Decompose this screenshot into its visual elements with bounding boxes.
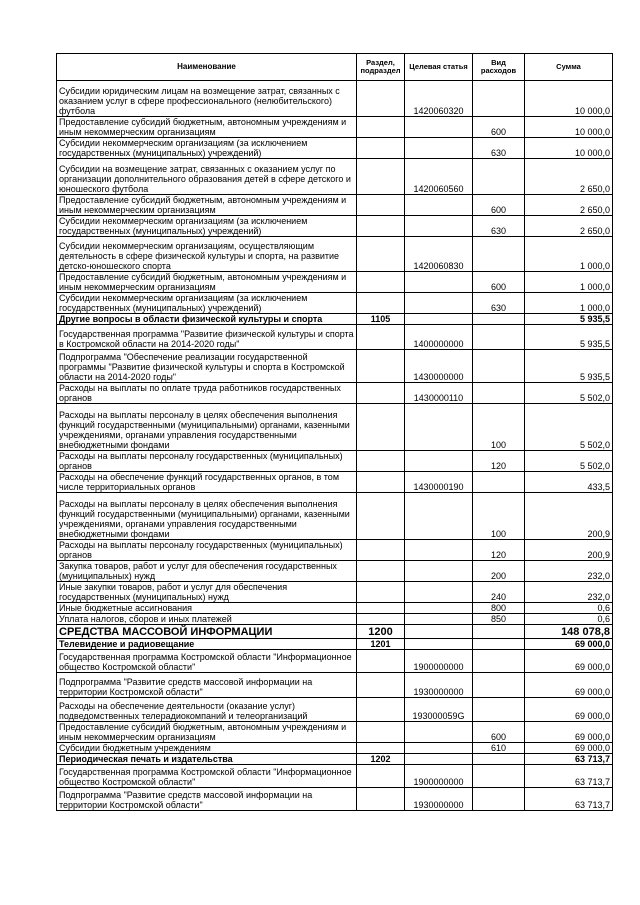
table-row xyxy=(57,350,613,383)
cell-sum: 5 502,0 xyxy=(525,383,613,404)
cell-name: Телевидение и радиовещание xyxy=(57,639,357,650)
cell-code xyxy=(405,754,473,765)
budget-table xyxy=(56,53,613,811)
cell-type xyxy=(473,314,525,325)
cell-name: Расходы на выплаты персоналу в целях обеспечения выполнения функций государственными (муниципальными) органами, казенными учреждениями, органами управления государственными внебюджетными фондами xyxy=(57,404,357,451)
cell-sum: 232,0 xyxy=(525,582,613,603)
cell-sum: 5 935,5 xyxy=(525,325,613,350)
cell-type xyxy=(473,325,525,350)
table-row xyxy=(57,216,613,237)
cell-code xyxy=(405,138,473,159)
cell-name: Субсидии бюджетным учреждениям xyxy=(57,743,357,754)
table-row xyxy=(57,237,613,272)
cell-code: 1430000190 xyxy=(405,472,473,493)
cell-type xyxy=(473,472,525,493)
cell-type xyxy=(473,350,525,383)
table-row xyxy=(57,754,613,765)
table-row xyxy=(57,159,613,195)
cell-code xyxy=(405,314,473,325)
cell-code: 1430000000 xyxy=(405,350,473,383)
table-body xyxy=(57,81,613,811)
header-code: Целевая статья xyxy=(405,54,473,81)
table-row xyxy=(57,383,613,404)
cell-sum: 63 713,7 xyxy=(525,754,613,765)
table-row xyxy=(57,472,613,493)
cell-type xyxy=(473,673,525,698)
cell-code xyxy=(405,493,473,540)
cell-type xyxy=(473,81,525,117)
cell-sum: 69 000,0 xyxy=(525,673,613,698)
table-row xyxy=(57,138,613,159)
cell-section xyxy=(357,117,405,138)
cell-section xyxy=(357,765,405,788)
cell-code: 1420060320 xyxy=(405,81,473,117)
table-row xyxy=(57,765,613,788)
cell-sum: 200,9 xyxy=(525,493,613,540)
cell-name: Субсидии юридическим лицам на возмещение затрат, связанных с оказанием услуг в сфере профессионального (нелюбительского) футбола xyxy=(57,81,357,117)
cell-type: 600 xyxy=(473,195,525,216)
table-row xyxy=(57,722,613,743)
cell-sum: 1 000,0 xyxy=(525,237,613,272)
cell-type xyxy=(473,237,525,272)
cell-section: 1202 xyxy=(357,754,405,765)
cell-type xyxy=(473,625,525,639)
cell-sum: 63 713,7 xyxy=(525,765,613,788)
cell-type: 600 xyxy=(473,117,525,138)
cell-code xyxy=(405,561,473,582)
cell-code xyxy=(405,195,473,216)
table-row xyxy=(57,639,613,650)
cell-type: 120 xyxy=(473,451,525,472)
cell-code: 1930000000 xyxy=(405,673,473,698)
cell-code: 1420060830 xyxy=(405,237,473,272)
cell-section xyxy=(357,582,405,603)
cell-sum: 5 502,0 xyxy=(525,404,613,451)
cell-section xyxy=(357,216,405,237)
cell-section xyxy=(357,722,405,743)
cell-name: Расходы на обеспечение деятельности (оказание услуг) подведомственных телерадиокомпаний и телеорганизаций xyxy=(57,698,357,722)
cell-code: 193000059G xyxy=(405,698,473,722)
cell-code xyxy=(405,540,473,561)
cell-type: 600 xyxy=(473,722,525,743)
cell-section xyxy=(357,237,405,272)
cell-section: 1200 xyxy=(357,625,405,639)
cell-type xyxy=(473,383,525,404)
table-row xyxy=(57,625,613,639)
table-row xyxy=(57,698,613,722)
cell-section xyxy=(357,383,405,404)
cell-sum: 148 078,8 xyxy=(525,625,613,639)
cell-code xyxy=(405,293,473,314)
cell-sum: 2 650,0 xyxy=(525,216,613,237)
header-section: Раздел, подраздел xyxy=(357,54,405,81)
cell-code: 1900000000 xyxy=(405,650,473,673)
cell-section xyxy=(357,650,405,673)
cell-name: Периодическая печать и издательства xyxy=(57,754,357,765)
table-row xyxy=(57,673,613,698)
cell-name: Расходы на выплаты персоналу в целях обеспечения выполнения функций государственными (муниципальными) органами, казенными учреждениями, органами управления государственными внебюджетными фондами xyxy=(57,493,357,540)
cell-type: 800 xyxy=(473,603,525,614)
cell-section xyxy=(357,698,405,722)
cell-sum: 63 713,7 xyxy=(525,788,613,811)
cell-section xyxy=(357,472,405,493)
cell-section xyxy=(357,451,405,472)
cell-type xyxy=(473,765,525,788)
cell-sum: 5 935,5 xyxy=(525,350,613,383)
cell-section: 1201 xyxy=(357,639,405,650)
table-row xyxy=(57,195,613,216)
cell-code xyxy=(405,272,473,293)
cell-type: 630 xyxy=(473,216,525,237)
cell-sum: 69 000,0 xyxy=(525,650,613,673)
table-row xyxy=(57,650,613,673)
cell-section: 1105 xyxy=(357,314,405,325)
cell-name: Иные бюджетные ассигнования xyxy=(57,603,357,614)
cell-name: СРЕДСТВА МАССОВОЙ ИНФОРМАЦИИ xyxy=(57,625,357,639)
cell-code xyxy=(405,614,473,625)
cell-type xyxy=(473,788,525,811)
cell-section xyxy=(357,404,405,451)
cell-type xyxy=(473,639,525,650)
cell-name: Другие вопросы в области физической культуры и спорта xyxy=(57,314,357,325)
cell-type: 240 xyxy=(473,582,525,603)
cell-section xyxy=(357,788,405,811)
cell-section xyxy=(357,159,405,195)
cell-name: Субсидии некоммерческим организациям (за исключением государственных (муниципальных) учреждений) xyxy=(57,293,357,314)
table-row xyxy=(57,614,613,625)
table-row xyxy=(57,272,613,293)
cell-sum: 10 000,0 xyxy=(525,138,613,159)
cell-section xyxy=(357,493,405,540)
budget-table-sheet xyxy=(56,53,612,811)
cell-section xyxy=(357,603,405,614)
table-row xyxy=(57,293,613,314)
cell-code xyxy=(405,216,473,237)
header-name: Наименование xyxy=(57,54,357,81)
cell-sum: 1 000,0 xyxy=(525,293,613,314)
cell-section xyxy=(357,540,405,561)
table-row xyxy=(57,81,613,117)
cell-sum: 2 650,0 xyxy=(525,195,613,216)
cell-type xyxy=(473,754,525,765)
cell-code xyxy=(405,404,473,451)
cell-name: Субсидии некоммерческим организациям (за исключением государственных (муниципальных) учреждений) xyxy=(57,216,357,237)
cell-code xyxy=(405,117,473,138)
cell-sum: 1 000,0 xyxy=(525,272,613,293)
cell-sum: 433,5 xyxy=(525,472,613,493)
cell-name: Государственная программа "Развитие физической культуры и спорта в Костромской области на 2014-2020 годы" xyxy=(57,325,357,350)
cell-name: Иные закупки товаров, работ и услуг для обеспечения государственных (муниципальных) нужд xyxy=(57,582,357,603)
cell-type xyxy=(473,698,525,722)
cell-code xyxy=(405,582,473,603)
cell-type: 200 xyxy=(473,561,525,582)
cell-code: 1420060560 xyxy=(405,159,473,195)
cell-type: 100 xyxy=(473,493,525,540)
table-row xyxy=(57,743,613,754)
cell-code: 1430000110 xyxy=(405,383,473,404)
cell-section xyxy=(357,614,405,625)
cell-sum: 5 502,0 xyxy=(525,451,613,472)
cell-code xyxy=(405,722,473,743)
cell-type: 610 xyxy=(473,743,525,754)
table-header-row xyxy=(57,54,613,81)
cell-section xyxy=(357,325,405,350)
cell-section xyxy=(357,743,405,754)
header-type: Вид расходов xyxy=(473,54,525,81)
cell-type xyxy=(473,159,525,195)
table-row xyxy=(57,603,613,614)
table-row xyxy=(57,540,613,561)
cell-section xyxy=(357,195,405,216)
cell-section xyxy=(357,293,405,314)
table-row xyxy=(57,493,613,540)
cell-sum: 10 000,0 xyxy=(525,81,613,117)
cell-section xyxy=(357,350,405,383)
cell-sum: 0,6 xyxy=(525,614,613,625)
cell-name: Государственная программа Костромской области "Информационное общество Костромской области" xyxy=(57,650,357,673)
cell-name: Подпрограмма "Развитие средств массовой информации на территории Костромской области" xyxy=(57,788,357,811)
cell-name: Предоставление субсидий бюджетным, автономным учреждениям и иным некоммерческим организациям xyxy=(57,117,357,138)
cell-sum: 5 935,5 xyxy=(525,314,613,325)
cell-type: 850 xyxy=(473,614,525,625)
table-row xyxy=(57,788,613,811)
cell-sum: 0,6 xyxy=(525,603,613,614)
cell-name: Государственная программа Костромской области "Информационное общество Костромской области" xyxy=(57,765,357,788)
cell-type: 120 xyxy=(473,540,525,561)
cell-name: Закупка товаров, работ и услуг для обеспечения государственных (муниципальных) нужд xyxy=(57,561,357,582)
cell-section xyxy=(357,272,405,293)
cell-type: 630 xyxy=(473,138,525,159)
cell-section xyxy=(357,81,405,117)
cell-sum: 69 000,0 xyxy=(525,743,613,754)
cell-sum: 69 000,0 xyxy=(525,639,613,650)
cell-name: Субсидии некоммерческим организациям, осуществляющим деятельность в сфере физической культуры и спорта, на развитие детско-юношеского спорта xyxy=(57,237,357,272)
cell-code: 1400000000 xyxy=(405,325,473,350)
cell-name: Субсидии на возмещение затрат, связанных с оказанием услуг по организации дополнительного образования детей в сфере детского и юношеского футбола xyxy=(57,159,357,195)
cell-name: Подпрограмма "Развитие средств массовой информации на территории Костромской области" xyxy=(57,673,357,698)
cell-name: Расходы на обеспечение функций государственных органов, в том числе территориальных органов xyxy=(57,472,357,493)
cell-type: 630 xyxy=(473,293,525,314)
table-row xyxy=(57,314,613,325)
cell-sum: 232,0 xyxy=(525,561,613,582)
cell-code xyxy=(405,625,473,639)
cell-name: Расходы на выплаты персоналу государственных (муниципальных) органов xyxy=(57,540,357,561)
cell-type: 100 xyxy=(473,404,525,451)
cell-code xyxy=(405,451,473,472)
cell-sum: 200,9 xyxy=(525,540,613,561)
header-sum: Сумма xyxy=(525,54,613,81)
cell-sum: 10 000,0 xyxy=(525,117,613,138)
cell-name: Предоставление субсидий бюджетным, автономным учреждениям и иным некоммерческим организациям xyxy=(57,722,357,743)
cell-section xyxy=(357,673,405,698)
table-row xyxy=(57,451,613,472)
cell-name: Предоставление субсидий бюджетным, автономным учреждениям и иным некоммерческим организациям xyxy=(57,195,357,216)
cell-name: Подпрограмма "Обеспечение реализации государственной программы "Развитие физической культуры и спорта в Костромской области на 2014-2020 годы" xyxy=(57,350,357,383)
cell-code: 1900000000 xyxy=(405,765,473,788)
table-row xyxy=(57,582,613,603)
table-row xyxy=(57,404,613,451)
cell-code: 1930000000 xyxy=(405,788,473,811)
cell-name: Уплата налогов, сборов и иных платежей xyxy=(57,614,357,625)
cell-code xyxy=(405,639,473,650)
cell-name: Расходы на выплаты по оплате труда работников государственных органов xyxy=(57,383,357,404)
table-row xyxy=(57,325,613,350)
cell-sum: 69 000,0 xyxy=(525,722,613,743)
cell-sum: 69 000,0 xyxy=(525,698,613,722)
cell-section xyxy=(357,138,405,159)
cell-type: 600 xyxy=(473,272,525,293)
table-row xyxy=(57,117,613,138)
cell-code xyxy=(405,603,473,614)
cell-code xyxy=(405,743,473,754)
table-row xyxy=(57,561,613,582)
cell-sum: 2 650,0 xyxy=(525,159,613,195)
cell-section xyxy=(357,561,405,582)
cell-name: Расходы на выплаты персоналу государственных (муниципальных) органов xyxy=(57,451,357,472)
cell-type xyxy=(473,650,525,673)
cell-name: Субсидии некоммерческим организациям (за исключением государственных (муниципальных) учреждений) xyxy=(57,138,357,159)
cell-name: Предоставление субсидий бюджетным, автономным учреждениям и иным некоммерческим организациям xyxy=(57,272,357,293)
